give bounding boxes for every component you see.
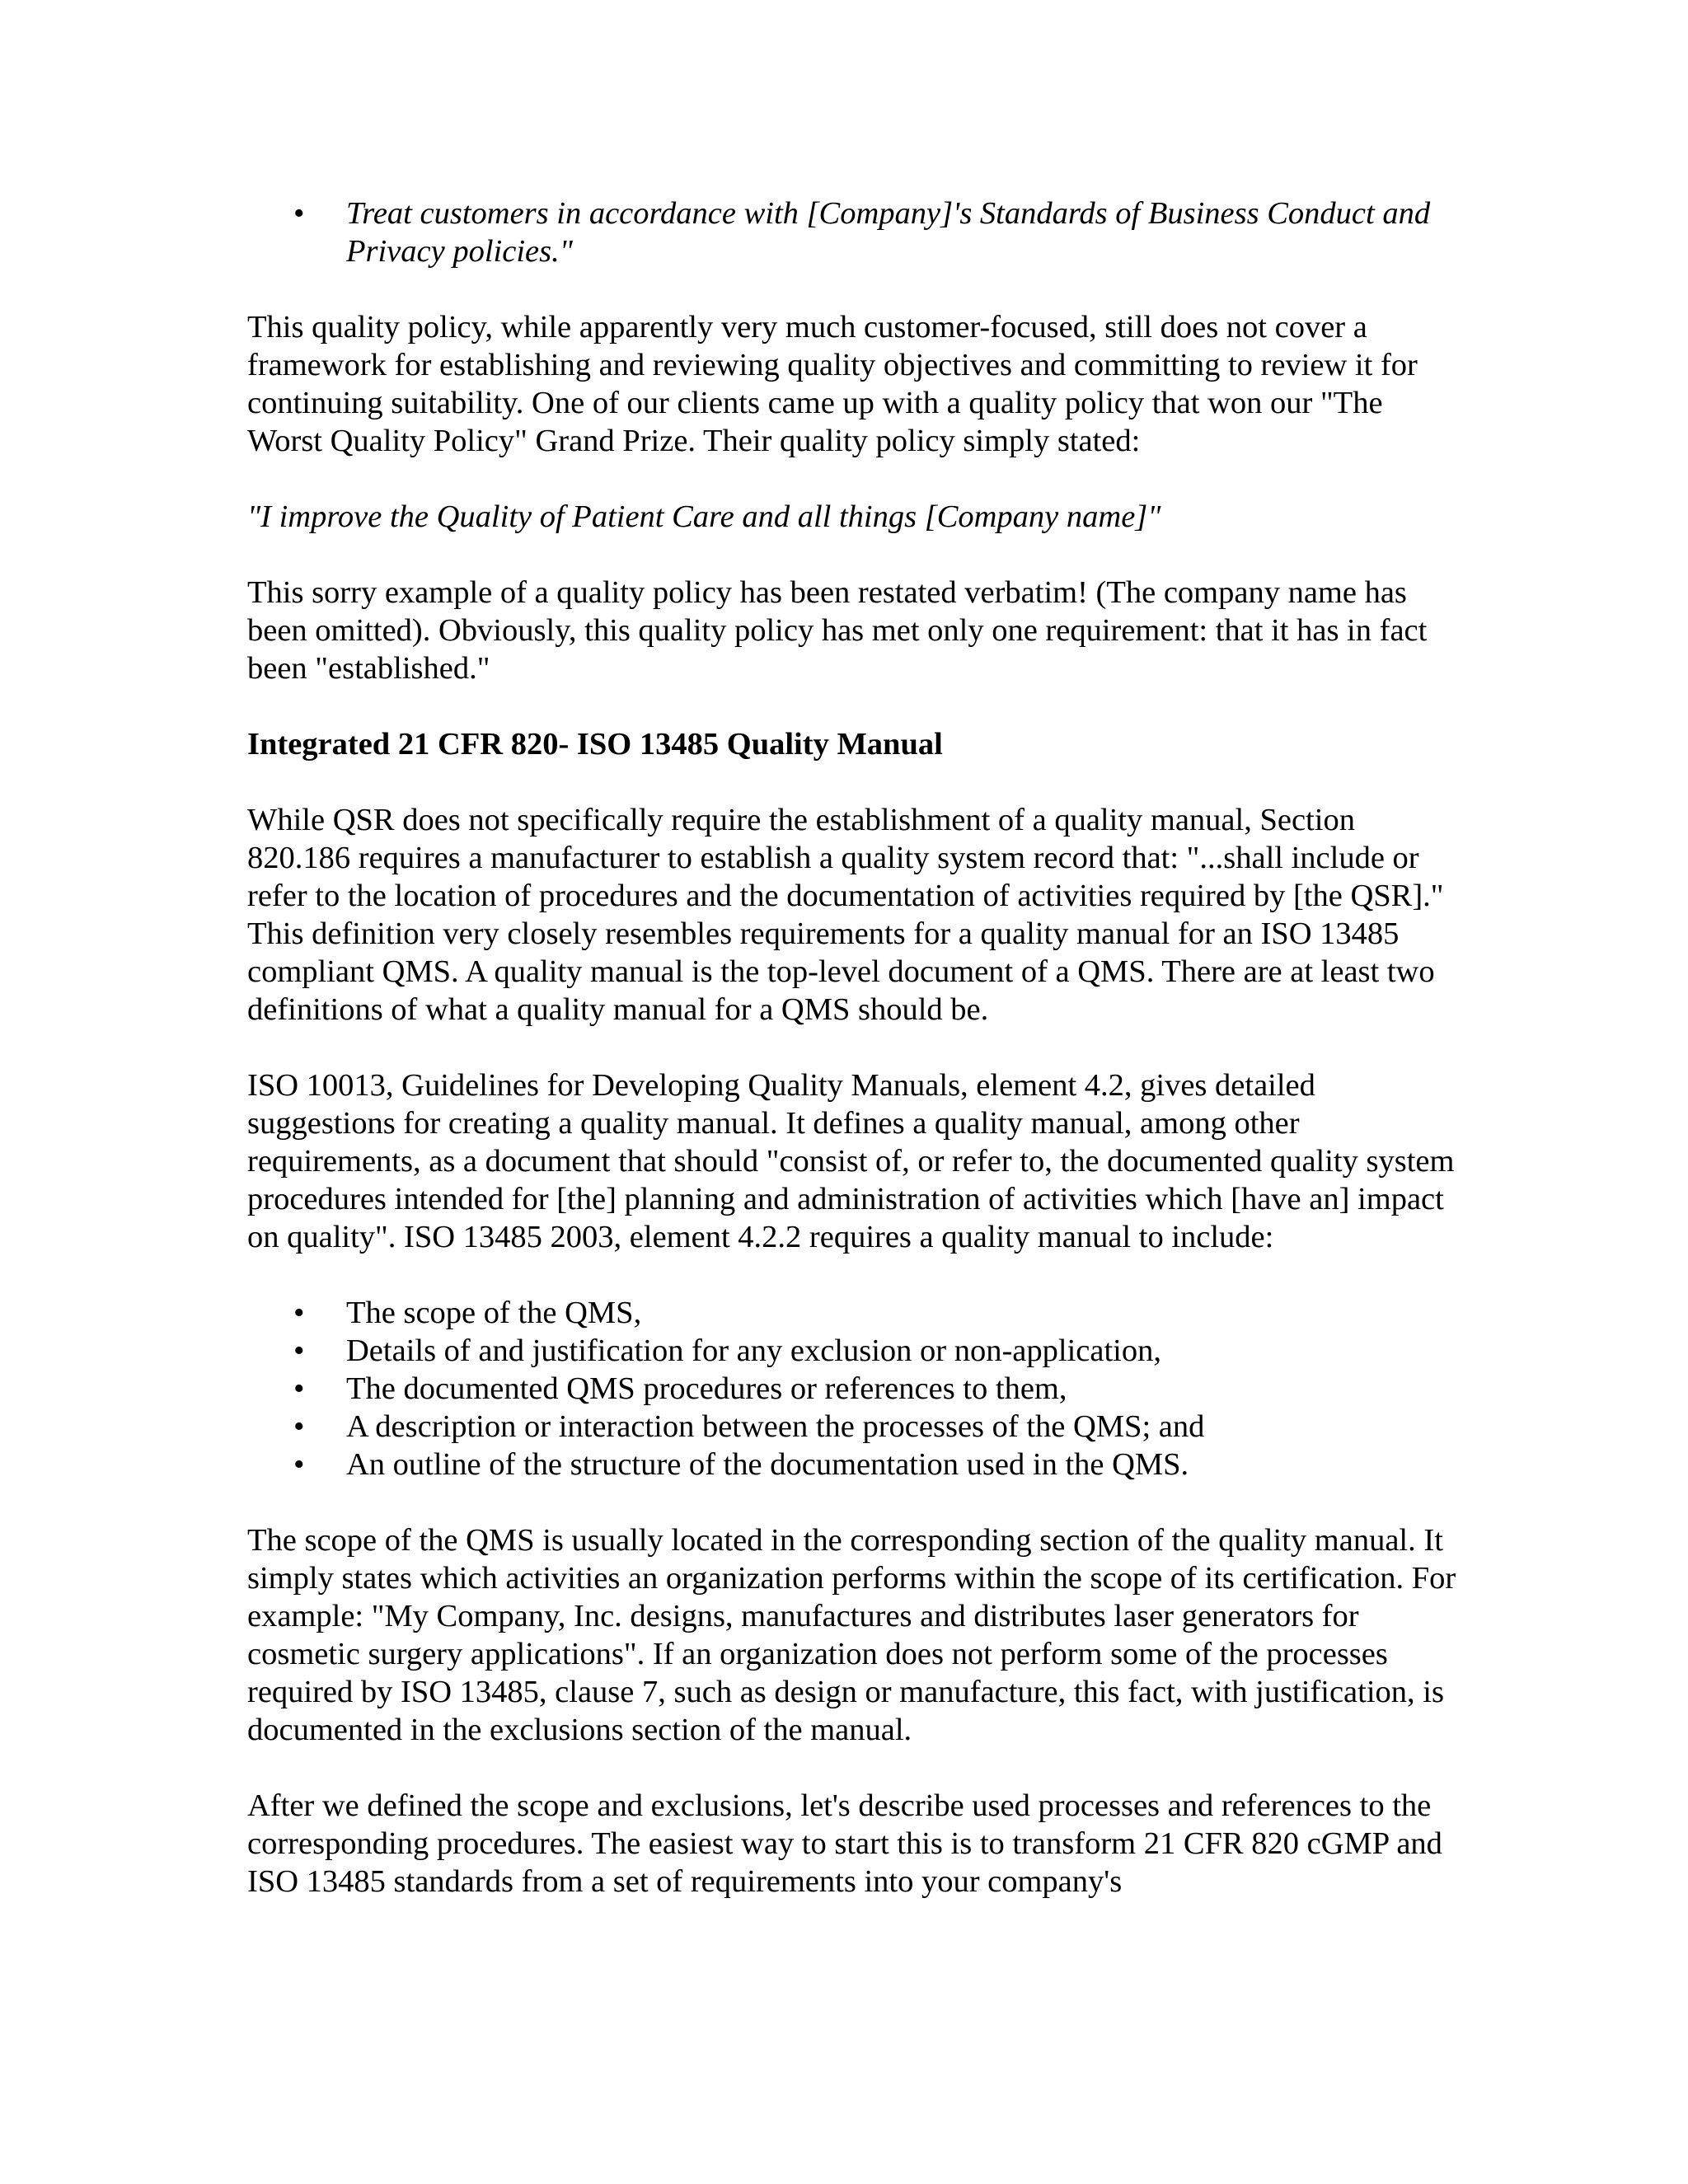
- bullet-icon: •: [293, 196, 305, 231]
- paragraph-qsr-requirements: While QSR does not specifically require the establishment of a quality manual, Section 820.186 requires a manufacturer to establish a quality system record that: "...shall include or refer to the location of procedures and the documentation of activities required by [the QSR]." This definition very closely resembles requirements for a quality manual for an ISO 13485 compliant QMS. A quality manual is the top-level document of a QMS. There are at least two definitions of what a quality manual for a QMS should be.: [247, 803, 1444, 1027]
- list-item-text: The documented QMS procedures or references to them,: [346, 1371, 1067, 1406]
- section-heading: Integrated 21 CFR 820- ISO 13485 Quality Manual: [247, 727, 943, 762]
- list-item: [247, 1294, 1459, 1332]
- bullet-icon: •: [293, 1409, 305, 1444]
- quoted-quality-policy: "I improve the Quality of Patient Care and all things [Company name]": [247, 499, 1161, 534]
- customer-treatment-list: [247, 194, 1459, 270]
- list-item-text: A description or interaction between the processes of the QMS; and: [346, 1409, 1205, 1444]
- paragraph-qms-scope: The scope of the QMS is usually located in the corresponding section of the quality manual. It simply states which activities an organization performs within the scope of its certification. For example: "My Company, Inc. designs, manufactures and distributes laser generators for cosmetic surgery applications". If an organization does not perform some of the processes required by ISO 13485, clause 7, such as design or manufacture, this fact, with justification, is documented in the exclusions section of the manual.: [247, 1523, 1456, 1747]
- bullet-icon: •: [293, 1296, 305, 1330]
- quality-manual-requirements-list: [247, 1294, 1459, 1483]
- bullet-icon: •: [293, 1371, 305, 1406]
- list-item: [247, 1370, 1459, 1408]
- list-item-text: Details of and justification for any exclusion or non-application,: [346, 1333, 1161, 1368]
- paragraph-processes-references: After we defined the scope and exclusions, let's describe used processes and references to the corresponding procedures. The easiest way to start this is to transform 21 CFR 820 cGMP and ISO 13485 standards from a set of requirements into your company's: [247, 1788, 1442, 1899]
- paragraph-iso-10013: ISO 10013, Guidelines for Developing Quality Manuals, element 4.2, gives detailed suggestions for creating a quality manual. It defines a quality manual, among other requirements, as a document that should "consist of, or refer to, the documented quality system procedures intended for [the] planning and administration of activities which [have an] impact on quality". ISO 13485 2003, element 4.2.2 requires a quality manual to include:: [247, 1068, 1455, 1254]
- paragraph-sorry-example: This sorry example of a quality policy has been restated verbatim! (The company name has been omitted). Obviously, this quality policy has met only one requirement: that it has in fact been "established.": [247, 575, 1428, 686]
- bullet-icon: •: [293, 1447, 305, 1482]
- list-item: [247, 1446, 1459, 1483]
- list-item: [247, 1408, 1459, 1446]
- list-item: [247, 194, 1459, 270]
- list-item: [247, 1332, 1459, 1370]
- list-item-text: Treat customers in accordance with [Company]'s Standards of Business Conduct and Privacy policies.": [346, 196, 1431, 269]
- list-item-text: An outline of the structure of the documentation used in the QMS.: [346, 1447, 1189, 1482]
- list-item-text: The scope of the QMS,: [346, 1296, 642, 1330]
- document-body: [247, 194, 1459, 1938]
- bullet-icon: •: [293, 1333, 305, 1368]
- paragraph-quality-policy-critique: This quality policy, while apparently very much customer-focused, still does not cover a framework for establishing and reviewing quality objectives and committing to review it for continuing suitability. One of our clients came up with a quality policy that won our "The Worst Quality Policy" Grand Prize. Their quality policy simply stated:: [247, 310, 1418, 458]
